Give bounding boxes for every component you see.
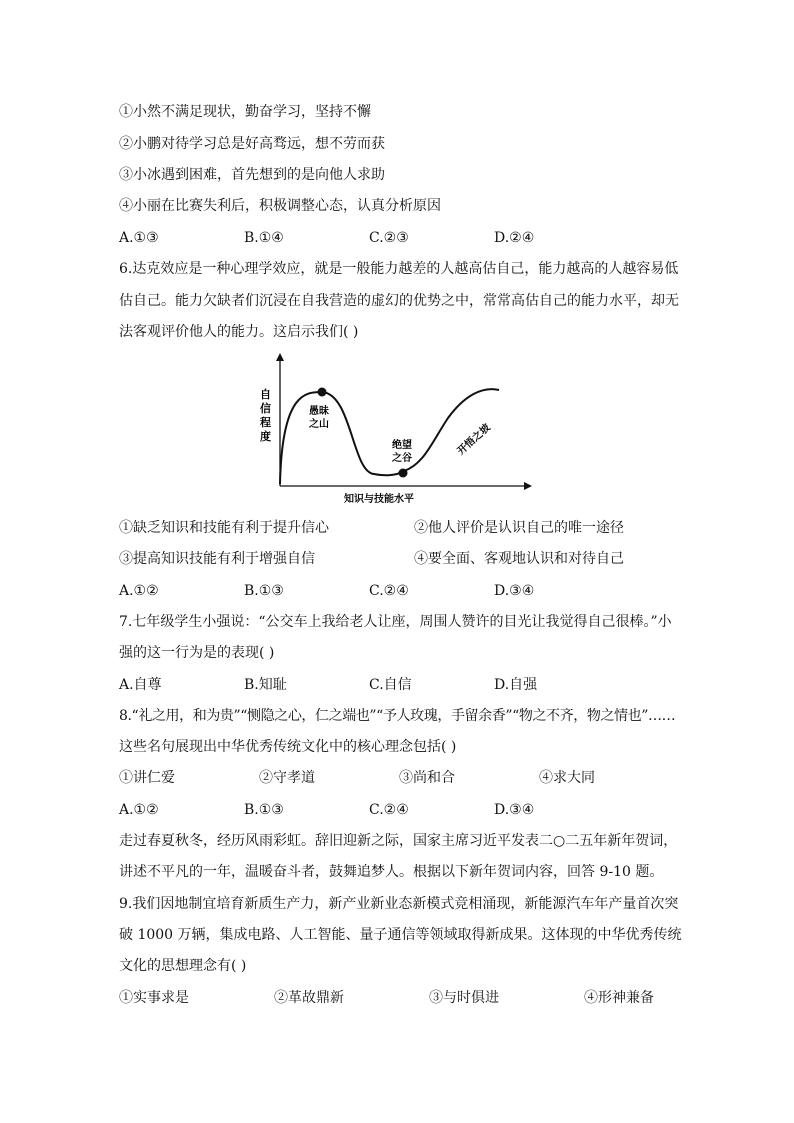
q8-choice-d: D.③④ <box>494 802 535 818</box>
q8-stem-line-1: 8.“礼之用，和为贵”“恻隐之心，仁之端也”“予人玫瑰，手留余香”“物之不齐，物之情也”…… <box>119 708 676 724</box>
peak-point <box>318 388 327 397</box>
q8-choice-b: B.①③ <box>244 802 284 818</box>
y-axis-label-char-1: 自 <box>260 388 271 401</box>
q6-stem-line-3: 法客观评价他人的能力。这启示我们( ) <box>119 324 359 340</box>
q6-choice-a: A.①② <box>119 583 159 599</box>
x-axis-label: 知识与技能水平 <box>344 494 414 505</box>
q5-choice-a: A.①③ <box>119 230 159 246</box>
q7-stem-line-2: 强的这一行为是的表现( ) <box>119 645 275 661</box>
q8-choice-a: A.①② <box>119 802 159 818</box>
q6-choice-b: B.①③ <box>244 583 284 599</box>
q9-item-1: ①实事求是 <box>119 990 189 1006</box>
q5-choice-c: C.②③ <box>369 230 409 246</box>
q9-item-2: ②革故鼎新 <box>274 990 344 1006</box>
q6-stem-line-2: 估自己。能力欠缺者们沉浸在自我营造的虚幻的优势之中，常常高估自己的能力水平，却无 <box>119 293 679 309</box>
q6-choice-d: D.③④ <box>494 583 535 599</box>
q7-choice-d: D.自强 <box>494 677 538 693</box>
q9-item-4: ④形神兼备 <box>584 990 654 1006</box>
y-axis-label-char-4: 度 <box>260 430 271 443</box>
q5-item-1: ①小然不满足现状，勤奋学习，坚持不懈 <box>119 104 371 120</box>
q5-item-3: ③小冰遇到困难，首先想到的是向他人求助 <box>119 167 385 183</box>
y-axis-label-char-3: 程 <box>260 416 271 429</box>
y-axis-arrow <box>276 353 284 361</box>
q5-item-4: ④小丽在比赛失利后，积极调整心态，认真分析原因 <box>119 198 441 214</box>
q8-item-2: ②守孝道 <box>259 770 315 786</box>
q8-choice-c: C.②④ <box>369 802 409 818</box>
peak-label-line-2: 之山 <box>309 419 329 430</box>
q9-stem-line-1: 9.我们因地制宜培育新质生产力，新产业新业态新模式竞相涌现，新能源汽车年产量首次突 <box>119 896 679 912</box>
q5-choice-d: D.②④ <box>494 230 535 246</box>
q7-choice-b: B.知耻 <box>244 677 287 693</box>
q6-item-2: ②他人评价是认识自己的唯一途径 <box>414 520 624 536</box>
intro-line-2: 讲述不平凡的一年，温暖奋斗者，鼓舞追梦人。根据以下新年贺词内容，回答 9-10 题。 <box>119 864 664 880</box>
peak-label-line-1: 愚昧 <box>309 406 329 417</box>
q6-choice-c: C.②④ <box>369 583 409 599</box>
q5-choice-b: B.①④ <box>244 230 284 246</box>
q5-item-2: ②小鹏对待学习总是好高骛远，想不劳而获 <box>119 136 385 152</box>
q8-stem-line-2: 这些名句展现出中华优秀传统文化中的核心理念包括( ) <box>119 739 457 755</box>
q7-stem-line-1: 7.七年级学生小强说：“公交车上我给老人让座，周围人赞许的目光让我觉得自己很棒。”小 <box>119 614 672 630</box>
q6-stem-line-1: 6.达克效应是一种心理学效应，就是一般能力越差的人越高估自己，能力越高的人越容易低 <box>119 261 679 277</box>
q8-item-3: ③尚和合 <box>399 770 455 786</box>
valley-label-line-1: 绝望 <box>392 440 412 451</box>
q8-item-4: ④求大同 <box>539 770 595 786</box>
dunning-kruger-figure <box>256 352 536 508</box>
q9-stem-line-2: 破 1000 万辆，集成电路、人工智能、量子通信等领域取得新成果。这体现的中华优秀传统 <box>119 927 682 943</box>
y-axis-label-char-2: 信 <box>260 402 271 415</box>
q7-choice-a: A.自尊 <box>119 677 162 693</box>
confidence-curve <box>280 389 499 484</box>
q6-item-3: ③提高知识技能有利于增强自信 <box>119 551 315 567</box>
valley-label-line-2: 之谷 <box>392 453 412 464</box>
x-axis-arrow <box>524 482 532 490</box>
valley-point <box>399 469 408 478</box>
q6-item-4: ④要全面、客观地认识和对待自己 <box>414 551 624 567</box>
q9-item-3: ③与时俱进 <box>429 990 499 1006</box>
slope-label: 开悟之坡 <box>455 422 493 458</box>
q6-item-1: ①缺乏知识和技能有利于提升信心 <box>119 520 329 536</box>
q9-stem-line-3: 文化的思想理念有( ) <box>119 958 247 974</box>
q8-item-1: ①讲仁爱 <box>119 770 175 786</box>
q7-choice-c: C.自信 <box>369 677 412 693</box>
intro-line-1: 走过春夏秋冬，经历风雨彩虹。辞旧迎新之际，国家主席习近平发表二○二五年新年贺词， <box>119 833 678 849</box>
